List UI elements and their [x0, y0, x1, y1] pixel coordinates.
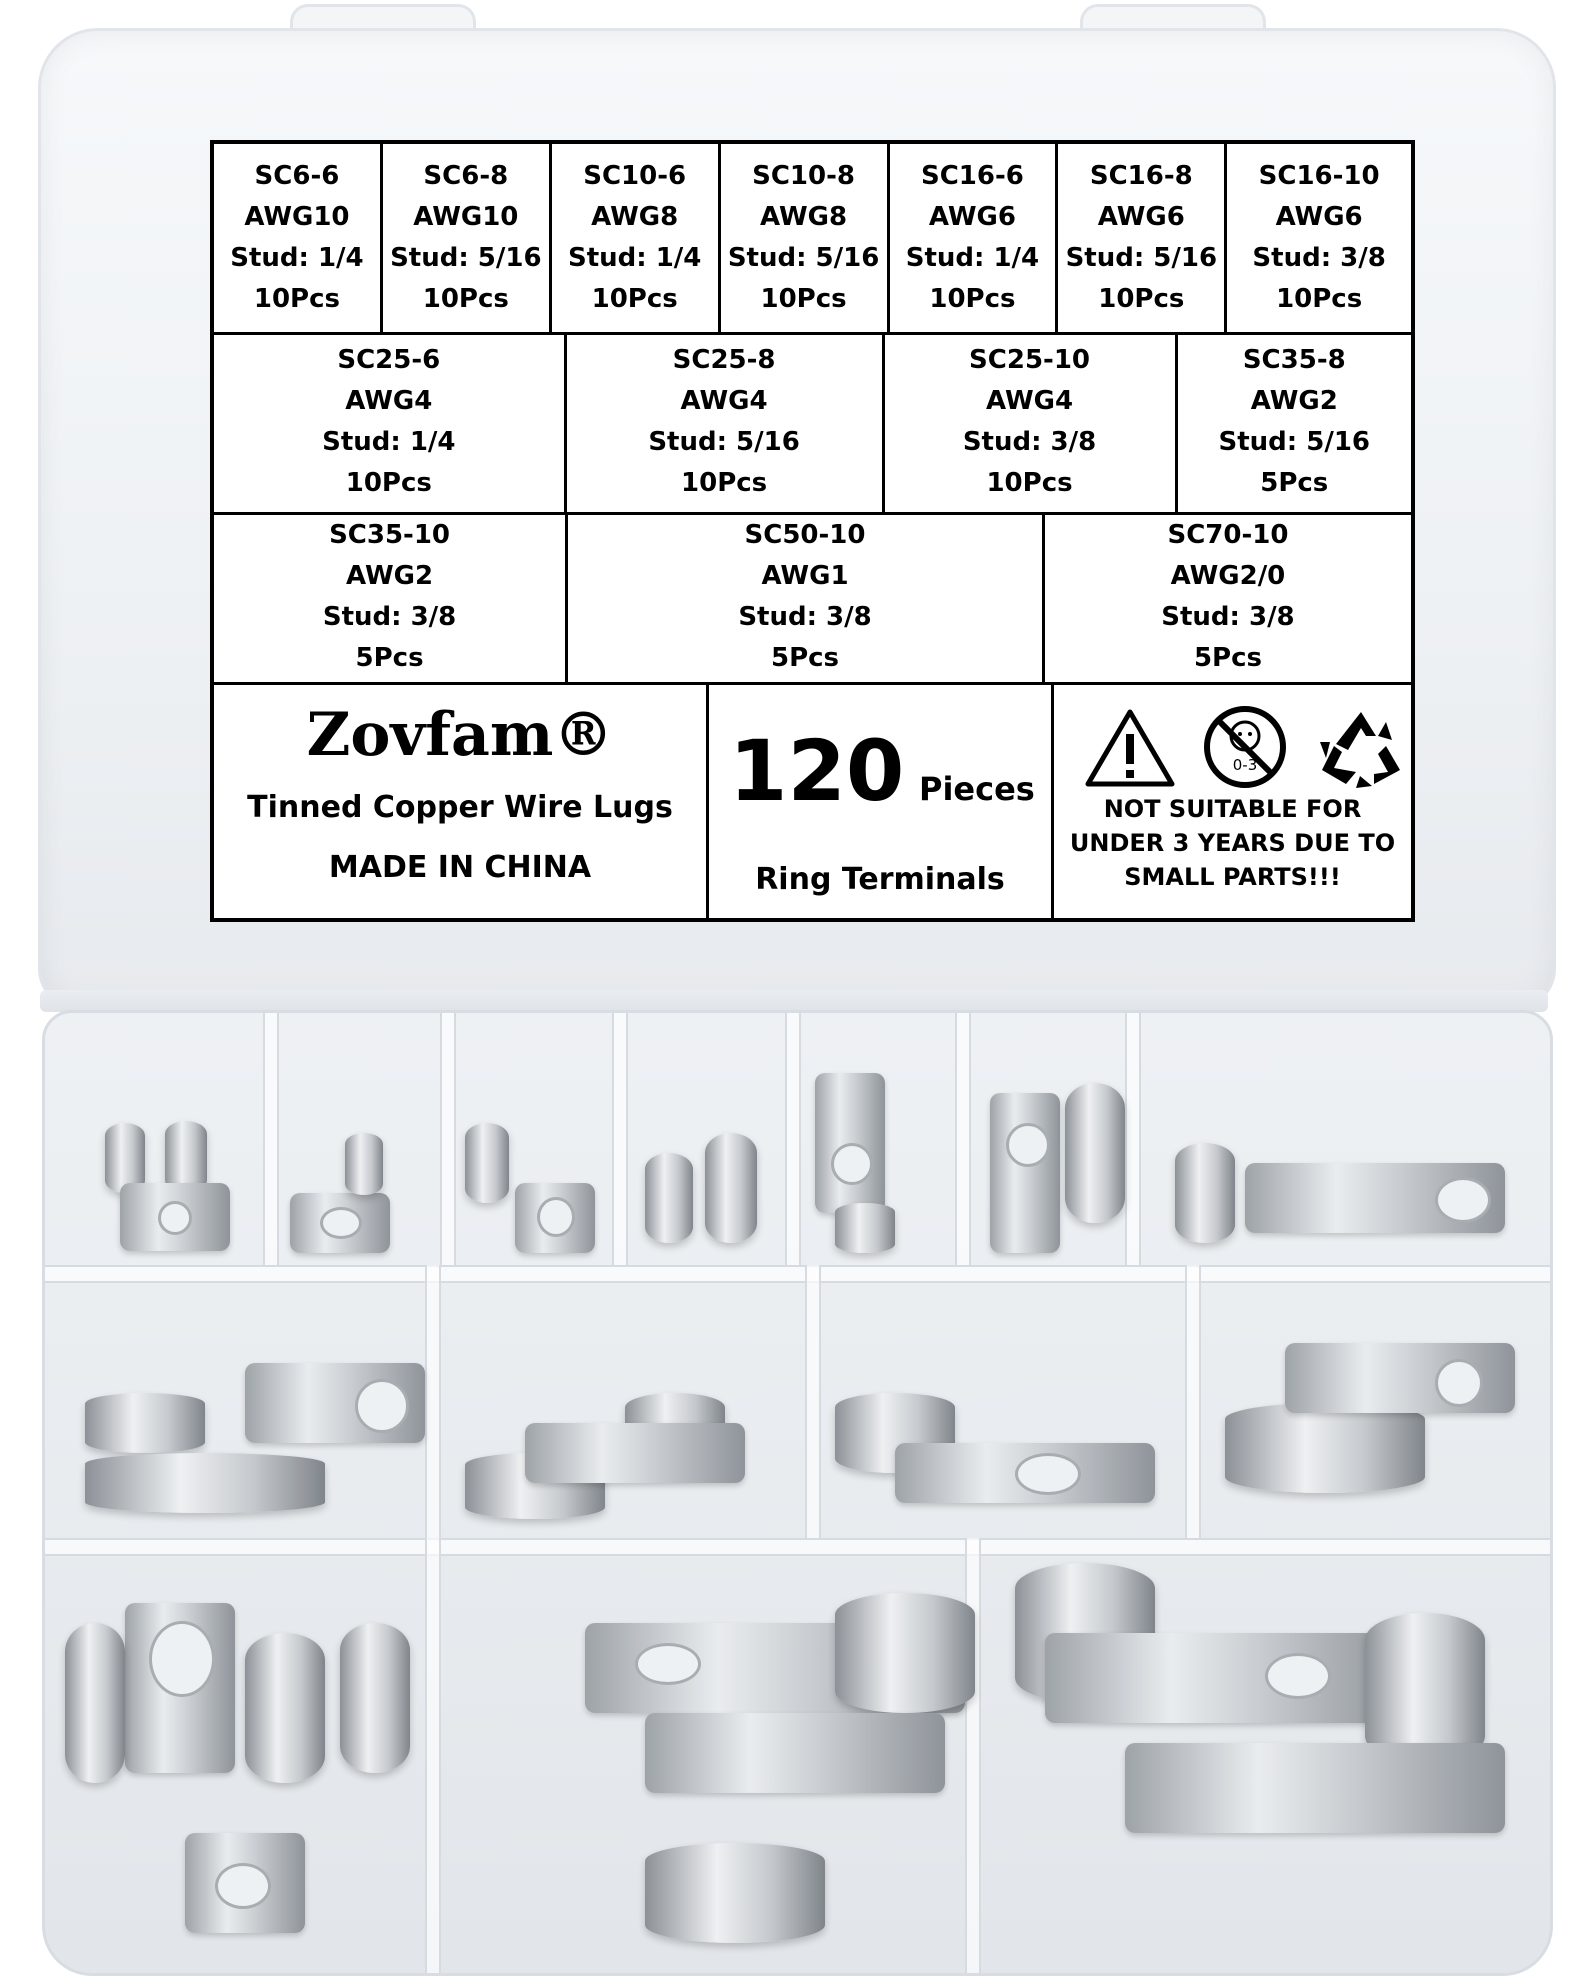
spec-stud: Stud: 1/4 [322, 427, 456, 457]
spec-qty: 10Pcs [760, 284, 847, 314]
ring-terminal [990, 1093, 1060, 1253]
tray-divider-v [425, 1265, 441, 1538]
spec-qty: 5Pcs [1260, 468, 1329, 498]
spec-stud: Stud: 5/16 [648, 427, 800, 457]
spec-model: SC16-6 [921, 161, 1024, 191]
tray-divider-v [425, 1538, 441, 1973]
spec-qty: 10Pcs [253, 284, 340, 314]
terminal-spec-cell [383, 144, 552, 332]
warning-text [1054, 792, 1411, 894]
warning-line-1: NOT SUITABLE FOR [1103, 795, 1362, 823]
spec-qty: 10Pcs [986, 468, 1073, 498]
tray-divider-v [612, 1013, 628, 1265]
ring-terminal [815, 1073, 885, 1213]
spec-model: SC10-6 [583, 161, 687, 191]
spec-awg: AWG6 [1097, 202, 1185, 232]
ring-terminal [645, 1153, 693, 1243]
spec-model: SC16-10 [1258, 161, 1380, 191]
tray-divider-v [785, 1013, 801, 1265]
spec-model: SC16-8 [1089, 161, 1193, 191]
label-row-2 [214, 332, 1411, 515]
spec-stud: Stud: 3/8 [962, 427, 1097, 457]
spec-qty: 5Pcs [355, 643, 424, 673]
piece-count-unit: Pieces [919, 770, 1035, 808]
product-type: Ring Terminals [755, 862, 1005, 897]
spec-qty: 10Pcs [591, 284, 678, 314]
ring-terminal [1065, 1083, 1125, 1223]
no-under-3-icon [1202, 704, 1288, 790]
spec-awg: AWG2 [1250, 386, 1338, 416]
spec-stud: Stud: 1/4 [905, 243, 1040, 273]
ring-terminal [65, 1623, 125, 1783]
spec-qty: 5Pcs [770, 643, 840, 673]
ring-terminal [705, 1133, 757, 1243]
spec-awg: AWG2 [346, 561, 434, 591]
warning-line-2: UNDER 3 YEARS DUE TO [1069, 829, 1396, 857]
label-footer [214, 682, 1411, 918]
terminal-spec-cell [552, 144, 721, 332]
spec-model: SC70-10 [1167, 520, 1289, 550]
spec-stud: Stud: 1/4 [567, 243, 702, 273]
spec-model: SC35-10 [329, 520, 451, 550]
brand-panel [214, 682, 709, 918]
warning-triangle-icon [1084, 708, 1176, 788]
spec-stud: Stud: 3/8 [1252, 243, 1386, 273]
spec-model: SC10-8 [752, 161, 855, 191]
ring-terminal [1175, 1143, 1235, 1243]
spec-awg: AWG4 [680, 386, 768, 416]
terminal-spec-cell [214, 332, 567, 512]
terminal-spec-cell [721, 144, 890, 332]
tray-divider-v [263, 1013, 279, 1265]
tray-divider-v [805, 1265, 821, 1538]
terminal-spec-cell [214, 512, 568, 682]
spec-stud: Stud: 3/8 [322, 602, 457, 632]
ring-terminal [185, 1833, 305, 1933]
product-label [210, 140, 1415, 922]
spec-model: SC25-6 [337, 345, 441, 375]
ring-terminal [85, 1453, 325, 1513]
ring-terminal [835, 1203, 895, 1253]
label-row-3 [214, 512, 1411, 685]
terminal-spec-cell [214, 144, 383, 332]
ring-terminal [525, 1423, 745, 1483]
tray-divider-h1 [45, 1265, 1550, 1283]
spec-awg: AWG4 [345, 386, 433, 416]
recycle-icon [1316, 706, 1406, 790]
ring-terminal [835, 1593, 975, 1713]
case-hinge [40, 990, 1548, 1012]
ring-terminal [290, 1193, 390, 1253]
ring-terminal [125, 1603, 235, 1773]
case-tray [42, 1010, 1553, 1976]
tray-divider-v [955, 1013, 971, 1265]
ring-terminal [345, 1133, 383, 1195]
spec-awg: AWG6 [1275, 202, 1363, 232]
brand-name: Zovfam® [306, 700, 614, 770]
spec-awg: AWG6 [928, 202, 1016, 232]
ring-terminal [515, 1183, 595, 1253]
terminal-spec-cell [568, 512, 1045, 682]
spec-qty: 10Pcs [681, 468, 768, 498]
spec-stud: Stud: 5/16 [390, 243, 542, 273]
tray-divider-v [1185, 1265, 1201, 1538]
spec-awg: AWG2/0 [1170, 561, 1286, 591]
tray-divider-v [965, 1538, 981, 1973]
ring-terminal [645, 1713, 945, 1793]
terminal-spec-cell [1178, 332, 1411, 512]
terminal-spec-cell [567, 332, 885, 512]
ring-terminal [120, 1183, 230, 1251]
spec-awg: AWG1 [761, 561, 849, 591]
terminal-spec-cell [885, 332, 1178, 512]
spec-awg: AWG10 [413, 202, 519, 232]
spec-awg: AWG8 [760, 202, 848, 232]
ring-terminal [1125, 1743, 1505, 1833]
ring-terminal [340, 1623, 410, 1773]
ring-terminal [1045, 1633, 1405, 1723]
spec-qty: 10Pcs [422, 284, 509, 314]
spec-qty: 5Pcs [1193, 643, 1262, 673]
spec-awg: AWG10 [244, 202, 350, 232]
ring-terminal [245, 1633, 325, 1783]
spec-qty: 10Pcs [1276, 284, 1363, 314]
spec-stud: Stud: 5/16 [727, 243, 880, 273]
warning-line-3: SMALL PARTS!!! [1124, 863, 1341, 891]
ring-terminal [1225, 1403, 1425, 1493]
spec-stud: Stud: 3/8 [1161, 602, 1295, 632]
spec-model: SC6-6 [254, 161, 340, 191]
spec-stud: Stud: 5/16 [1218, 427, 1371, 457]
terminal-spec-cell [890, 144, 1059, 332]
spec-awg: AWG8 [591, 202, 679, 232]
spec-model: SC6-8 [423, 161, 509, 191]
ring-terminal [1245, 1163, 1505, 1233]
product-name: Tinned Copper Wire Lugs [247, 790, 673, 825]
count-panel [709, 682, 1054, 918]
ring-terminal [895, 1443, 1155, 1503]
tray-divider-v [1125, 1013, 1141, 1265]
label-row-1 [214, 144, 1411, 335]
terminal-spec-cell [1227, 144, 1411, 332]
terminal-spec-cell [1045, 512, 1411, 682]
spec-model: SC25-8 [672, 345, 776, 375]
spec-qty: 10Pcs [345, 468, 432, 498]
warning-panel [1054, 682, 1411, 918]
ring-terminal [1365, 1613, 1485, 1763]
ring-terminal [85, 1393, 205, 1453]
spec-model: SC35-8 [1242, 345, 1346, 375]
ring-terminal [465, 1123, 509, 1203]
ring-terminal [645, 1843, 825, 1943]
origin-text: MADE IN CHINA [328, 850, 592, 885]
terminal-spec-cell [1058, 144, 1227, 332]
tray-divider-v [440, 1013, 456, 1265]
ring-terminal [245, 1363, 425, 1443]
spec-awg: AWG4 [986, 386, 1074, 416]
spec-qty: 10Pcs [1098, 284, 1185, 314]
spec-model: SC25-10 [969, 345, 1091, 375]
spec-model: SC50-10 [744, 520, 866, 550]
ring-terminal [1285, 1343, 1515, 1413]
tray-divider-h2 [45, 1538, 1550, 1556]
spec-stud: Stud: 5/16 [1065, 243, 1218, 273]
spec-stud: Stud: 3/8 [738, 602, 872, 632]
spec-stud: Stud: 1/4 [230, 243, 364, 273]
age-badge-text: 0-3 [1232, 756, 1258, 774]
piece-count: 120 [729, 722, 905, 820]
spec-qty: 10Pcs [929, 284, 1016, 314]
